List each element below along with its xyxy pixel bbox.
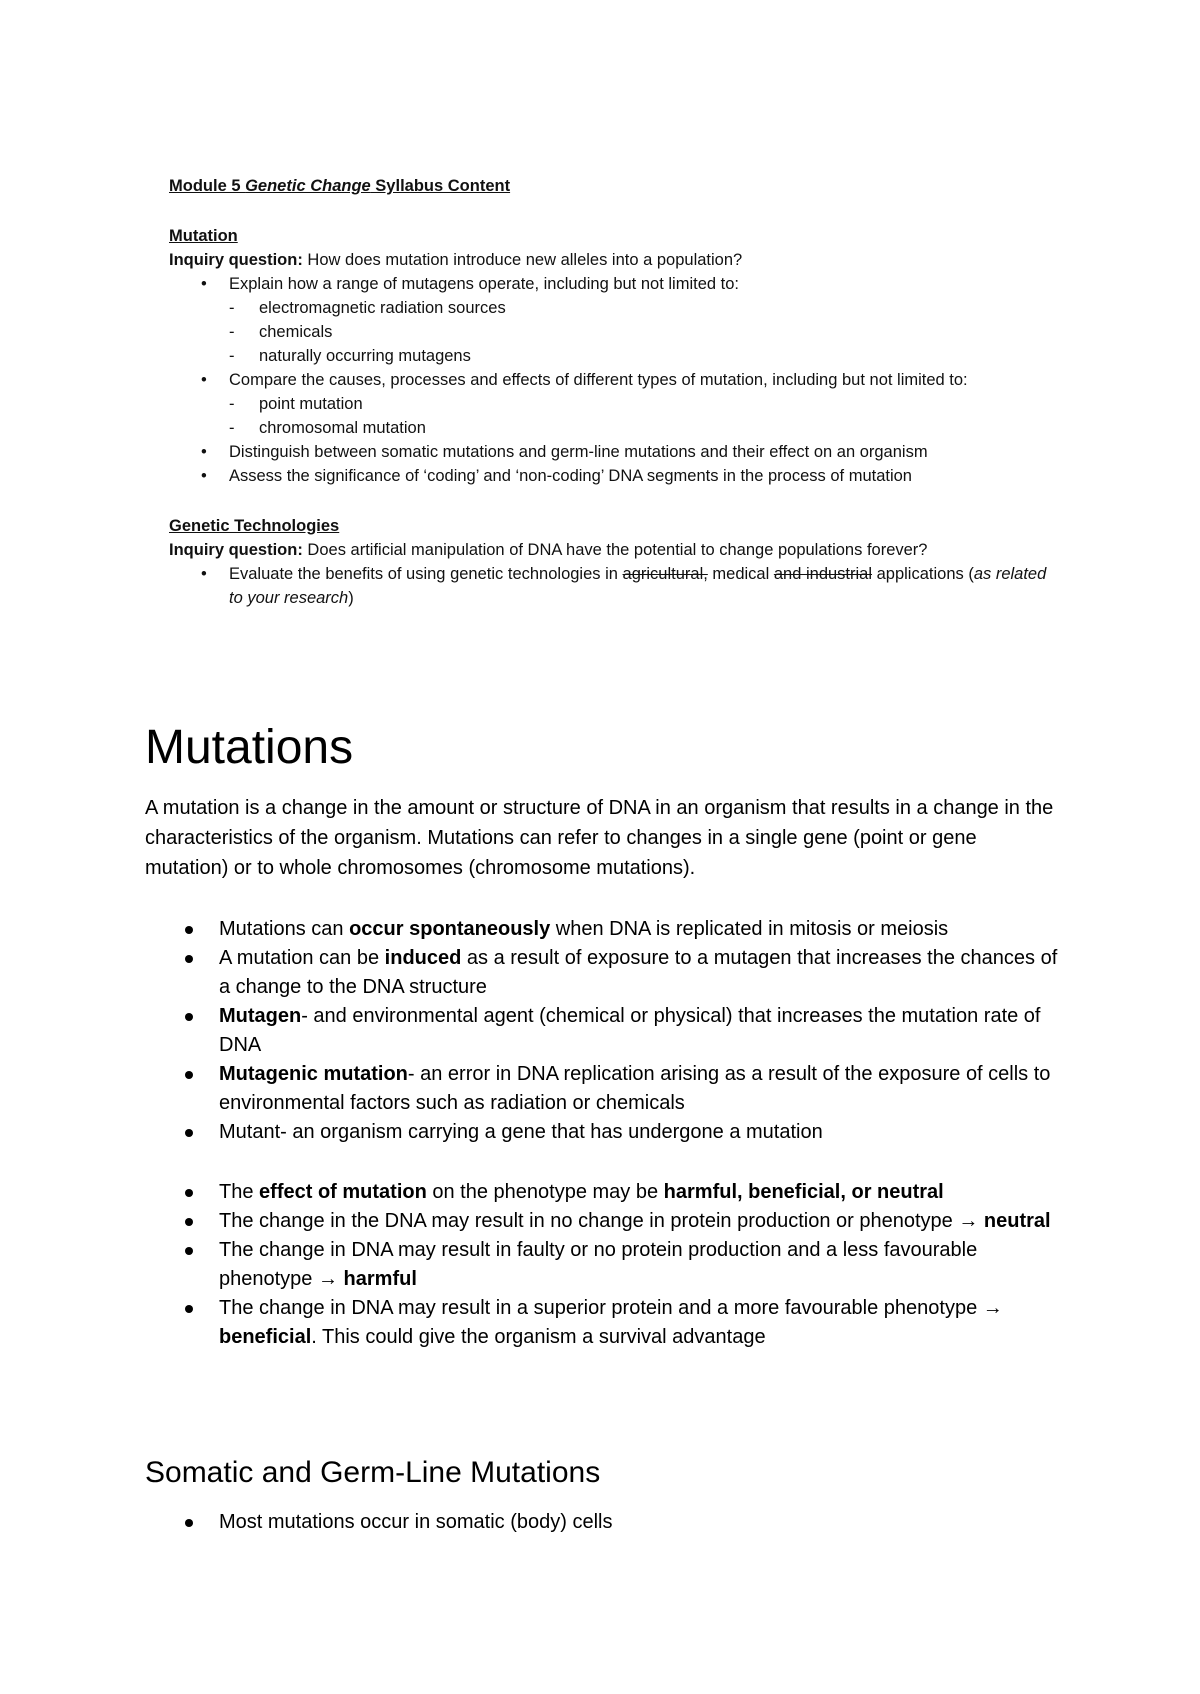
item-bold: beneficial <box>219 1326 312 1348</box>
syllabus-bullet: • Distinguish between somatic mutations and germ-line mutations and their effect on an organism <box>169 440 1049 464</box>
item-bold: induced <box>384 947 462 969</box>
list-item <box>145 944 1065 1002</box>
syllabus-dash-item: - chromosomal mutation <box>169 416 1049 440</box>
item-text: on the phenotype may be <box>426 1181 664 1203</box>
struck-text: and industrial <box>773 565 873 583</box>
item-bold: occur spontaneously <box>349 918 551 940</box>
inquiry-question <box>169 248 1049 272</box>
inquiry-question <box>169 538 1049 562</box>
bullet-text: medical <box>707 565 774 583</box>
list-item: Most mutations occur in somatic (body) cells <box>145 1508 1065 1537</box>
section-heading: Somatic and Germ-Line Mutations <box>145 1456 601 1489</box>
item-bold: effect of mutation <box>259 1181 427 1203</box>
syllabus-bullet <box>169 562 1049 610</box>
syllabus-title <box>169 174 1049 198</box>
inquiry-label: Inquiry question: <box>169 541 303 559</box>
syllabus-dash-item: - naturally occurring mutagens <box>169 344 1049 368</box>
intro-paragraph: A mutation is a change in the amount or structure of DNA in an organism that results in a change in the characteristics of the organism. Mutations can refer to changes in a single gene (point or gene mutation) or to whole chromosomes (chromosome mutations). <box>145 797 1054 879</box>
list-item <box>145 1294 1065 1352</box>
syllabus-dash-item: - point mutation <box>169 392 1049 416</box>
item-text: as a result of exposure to a mutagen that increases the chances of a change to the DNA structure <box>219 947 1058 998</box>
item-bold: Mutagen <box>219 1005 302 1027</box>
item-text: - and environmental agent (chemical or physical) that increases the mutation rate of DNA <box>219 1005 1041 1056</box>
item-bold: harmful, beneficial, or neutral <box>663 1181 944 1203</box>
syllabus-title-italic: Genetic Change <box>245 177 371 195</box>
syllabus-title-part: Syllabus Content <box>370 177 511 195</box>
syllabus-block <box>169 174 1049 610</box>
inquiry-text: How does mutation introduce new alleles into a population? <box>302 251 743 269</box>
list-item <box>145 1178 1065 1207</box>
syllabus-title-part: Module 5 <box>169 177 246 195</box>
struck-text: agricultural, <box>622 565 708 583</box>
syllabus-bullet: • Explain how a range of mutagens operate, including but not limited to: <box>169 272 1049 296</box>
item-bold: harmful <box>343 1268 417 1290</box>
item-text: when DNA is replicated in mitosis or meiosis <box>550 918 949 940</box>
bullet-text: applications ( <box>872 565 974 583</box>
syllabus-dash-item: - chemicals <box>169 320 1049 344</box>
item-text: - an error in DNA replication arising as a result of the exposure of cells to environmental factors such as radiation or chemicals <box>219 1063 1051 1114</box>
bullet-text: Evaluate the benefits of using genetic technologies in <box>229 565 623 583</box>
list-item <box>145 1002 1065 1060</box>
item-text: The change in the DNA may result in no change in protein production or phenotype → <box>219 1210 984 1232</box>
item-text: Mutant- an organism carrying a gene that has undergone a mutation <box>219 1121 823 1143</box>
syllabus-bullet: • Compare the causes, processes and effects of different types of mutation, including but not limited to: <box>169 368 1049 392</box>
page-title: Mutations <box>145 721 354 774</box>
list-item <box>145 1236 1065 1294</box>
item-text: The change in DNA may result in a superior protein and a more favourable phenotype → <box>219 1297 1003 1319</box>
inquiry-label: Inquiry question: <box>169 251 303 269</box>
item-text: The change in DNA may result in faulty or no protein production and a less favourable phenotype → <box>219 1239 978 1290</box>
item-bold: neutral <box>983 1210 1051 1232</box>
item-text: Mutations can <box>219 918 350 940</box>
mutation-facts-list <box>145 915 1065 1147</box>
somatic-list <box>145 1508 1065 1537</box>
item-bold: Mutagenic mutation <box>219 1063 408 1085</box>
italic-text: as related to your research <box>229 565 1047 607</box>
item-text: . This could give the organism a survival advantage <box>311 1326 766 1348</box>
list-item <box>145 1060 1065 1118</box>
syllabus-dash-item: - electromagnetic radiation sources <box>169 296 1049 320</box>
item-text: The <box>219 1181 260 1203</box>
inquiry-text: Does artificial manipulation of DNA have the potential to change populations forever? <box>302 541 928 559</box>
list-item <box>145 915 1065 944</box>
syllabus-bullet: • Assess the significance of ‘coding’ and ‘non-coding’ DNA segments in the process of mutation <box>169 464 1049 488</box>
bullet-text: ) <box>348 589 354 607</box>
section-heading-mutation: Mutation <box>169 227 238 245</box>
item-text: A mutation can be <box>219 947 385 969</box>
section-heading-genetic-technologies: Genetic Technologies <box>169 517 340 535</box>
list-item <box>145 1118 1065 1147</box>
mutation-effects-list <box>145 1178 1065 1352</box>
list-item <box>145 1207 1065 1236</box>
